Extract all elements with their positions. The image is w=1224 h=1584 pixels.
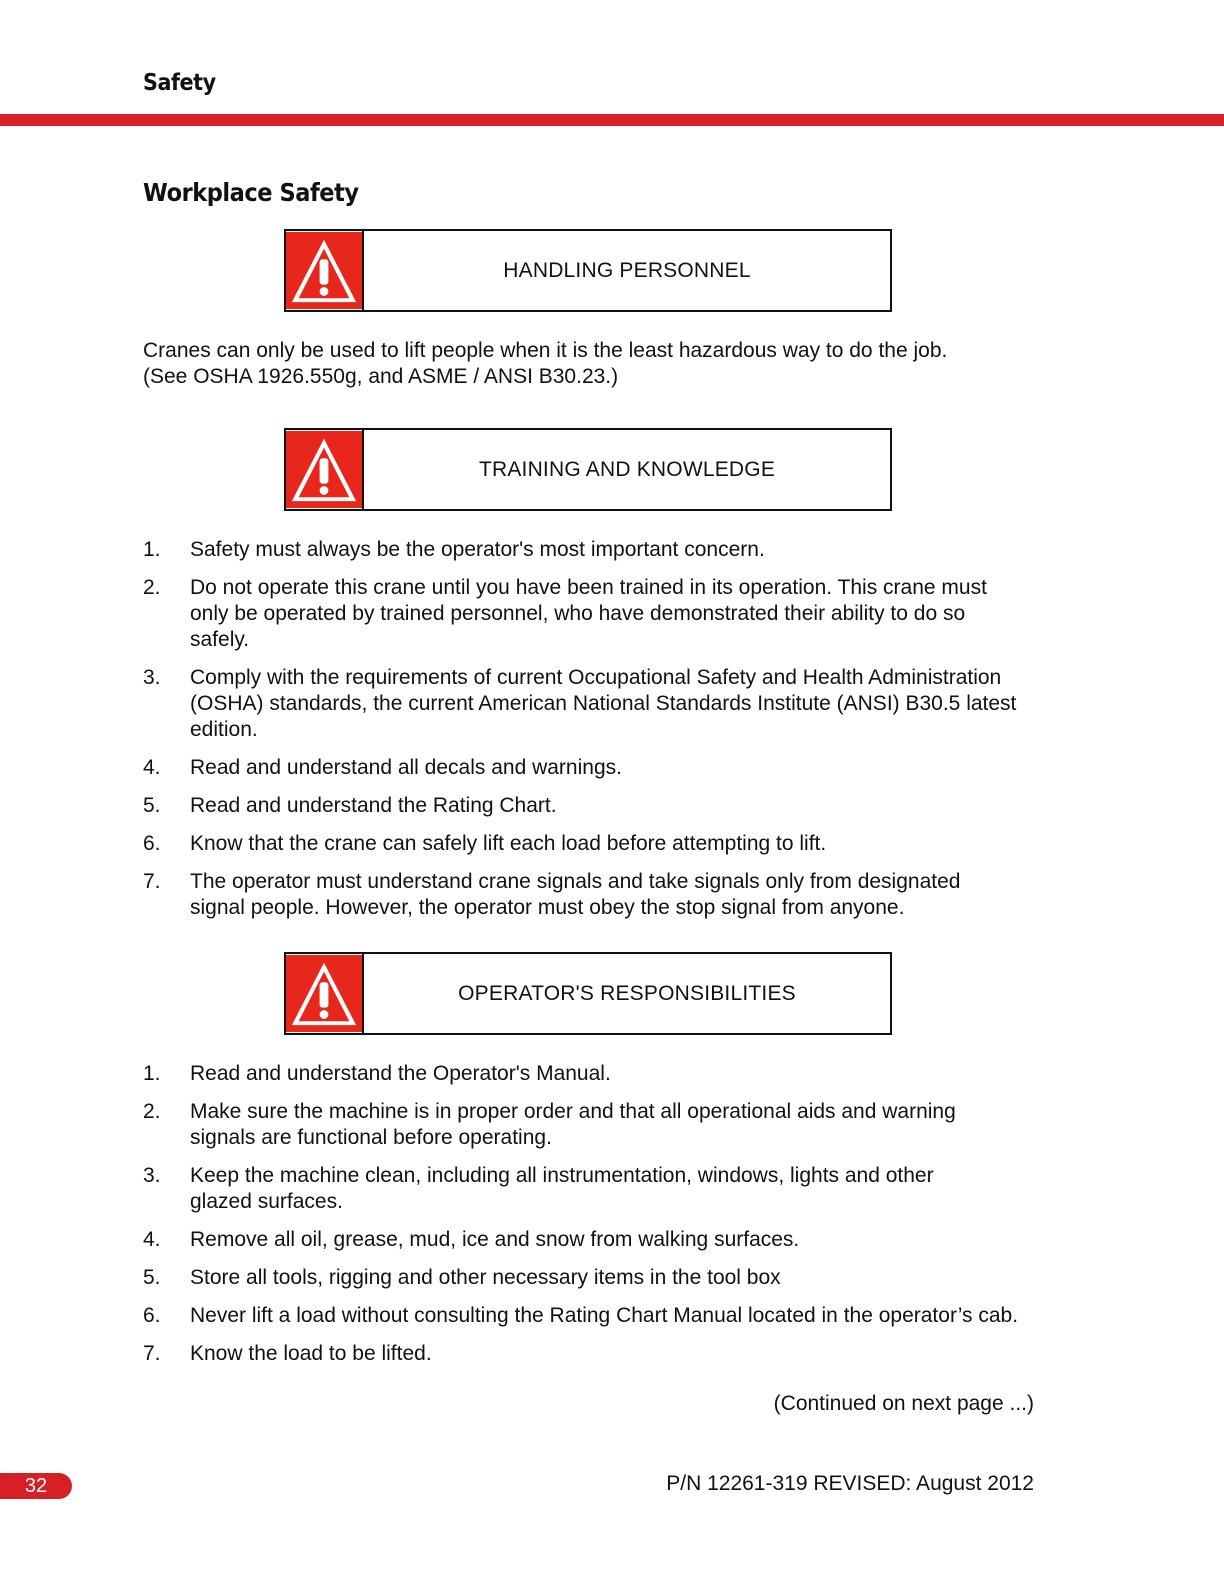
header-rule	[0, 114, 1224, 126]
list-text: Remove all oil, grease, mud, ice and snow from walking surfaces.	[190, 1228, 800, 1251]
list-item	[143, 1061, 1043, 1087]
list-number: 7.	[143, 1342, 161, 1365]
list-item	[143, 665, 1043, 743]
footer-part-number: P/N 12261-319 REVISED: August 2012	[666, 1472, 1034, 1495]
list-text: Read and understand all decals and warnings.	[190, 756, 622, 779]
operator-list	[143, 1061, 1043, 1379]
list-number: 4.	[143, 756, 161, 779]
list-item	[143, 1341, 1043, 1367]
warning-box-training	[284, 428, 892, 511]
list-item	[143, 575, 1043, 653]
list-number: 5.	[143, 1266, 161, 1289]
list-number: 5.	[143, 794, 161, 817]
warning-triangle-icon	[286, 430, 364, 509]
list-item	[143, 1303, 1043, 1329]
list-text: Comply with the requirements of current Occupational Safety and Health Administration (OSHA) standards, the current American National Standards Institute (ANSI) B30.5 latest edition.	[190, 666, 1017, 741]
list-item	[143, 1099, 1043, 1151]
list-number: 4.	[143, 1228, 161, 1251]
list-number: 3.	[143, 666, 161, 689]
list-item	[143, 869, 1043, 921]
list-text: Never lift a load without consulting the Rating Chart Manual located in the operator’s cab.	[190, 1304, 1019, 1327]
list-item	[143, 537, 1043, 563]
paragraph-line: Cranes can only be used to lift people when it is the least hazardous way to do the job.	[143, 339, 948, 362]
warning-box-operator	[284, 952, 892, 1035]
list-number: 6.	[143, 1304, 161, 1327]
list-text: Do not operate this crane until you have been trained in its operation. This crane must only be operated by trained personnel, who have demonstrated their ability to do so safely.	[190, 576, 987, 651]
continued-note: (Continued on next page ...)	[773, 1392, 1034, 1415]
list-item	[143, 755, 1043, 781]
list-number: 2.	[143, 576, 161, 599]
list-number: 6.	[143, 832, 161, 855]
section-header: Safety	[143, 70, 216, 96]
list-item	[143, 1265, 1043, 1291]
handling-paragraph	[143, 338, 1043, 390]
list-text: Read and understand the Rating Chart.	[190, 794, 557, 817]
warning-box-handling	[284, 229, 892, 312]
page-title: Workplace Safety	[143, 178, 359, 207]
list-text: Make sure the machine is in proper order and that all operational aids and warning signals are functional before operating.	[190, 1100, 956, 1149]
list-number: 3.	[143, 1164, 161, 1187]
list-text: Know the load to be lifted.	[190, 1342, 432, 1365]
warning-label: TRAINING AND KNOWLEDGE	[478, 457, 776, 481]
list-text: Read and understand the Operator's Manual.	[190, 1062, 611, 1085]
list-item	[143, 831, 1043, 857]
list-text: Know that the crane can safely lift each load before attempting to lift.	[190, 832, 827, 855]
training-list	[143, 537, 1043, 933]
warning-triangle-icon	[286, 954, 364, 1033]
paragraph-line: (See OSHA 1926.550g, and ASME / ANSI B30.23.)	[143, 365, 619, 388]
list-item	[143, 793, 1043, 819]
list-number: 1.	[143, 1062, 161, 1085]
warning-triangle-icon	[286, 231, 364, 310]
list-text: The operator must understand crane signals and take signals only from designated signal people. However, the operator must obey the stop signal from anyone.	[190, 870, 961, 919]
list-number: 7.	[143, 870, 161, 893]
list-number: 1.	[143, 538, 161, 561]
page-number: 32	[0, 1473, 72, 1499]
list-number: 2.	[143, 1100, 161, 1123]
list-text: Keep the machine clean, including all instrumentation, windows, lights and other glazed surfaces.	[190, 1164, 934, 1213]
warning-label: HANDLING PERSONNEL	[503, 258, 751, 282]
list-item	[143, 1163, 1043, 1215]
list-text: Store all tools, rigging and other necessary items in the tool box	[190, 1266, 781, 1289]
warning-label: OPERATOR'S RESPONSIBILITIES	[458, 981, 796, 1005]
list-text: Safety must always be the operator's most important concern.	[190, 538, 765, 561]
list-item	[143, 1227, 1043, 1253]
